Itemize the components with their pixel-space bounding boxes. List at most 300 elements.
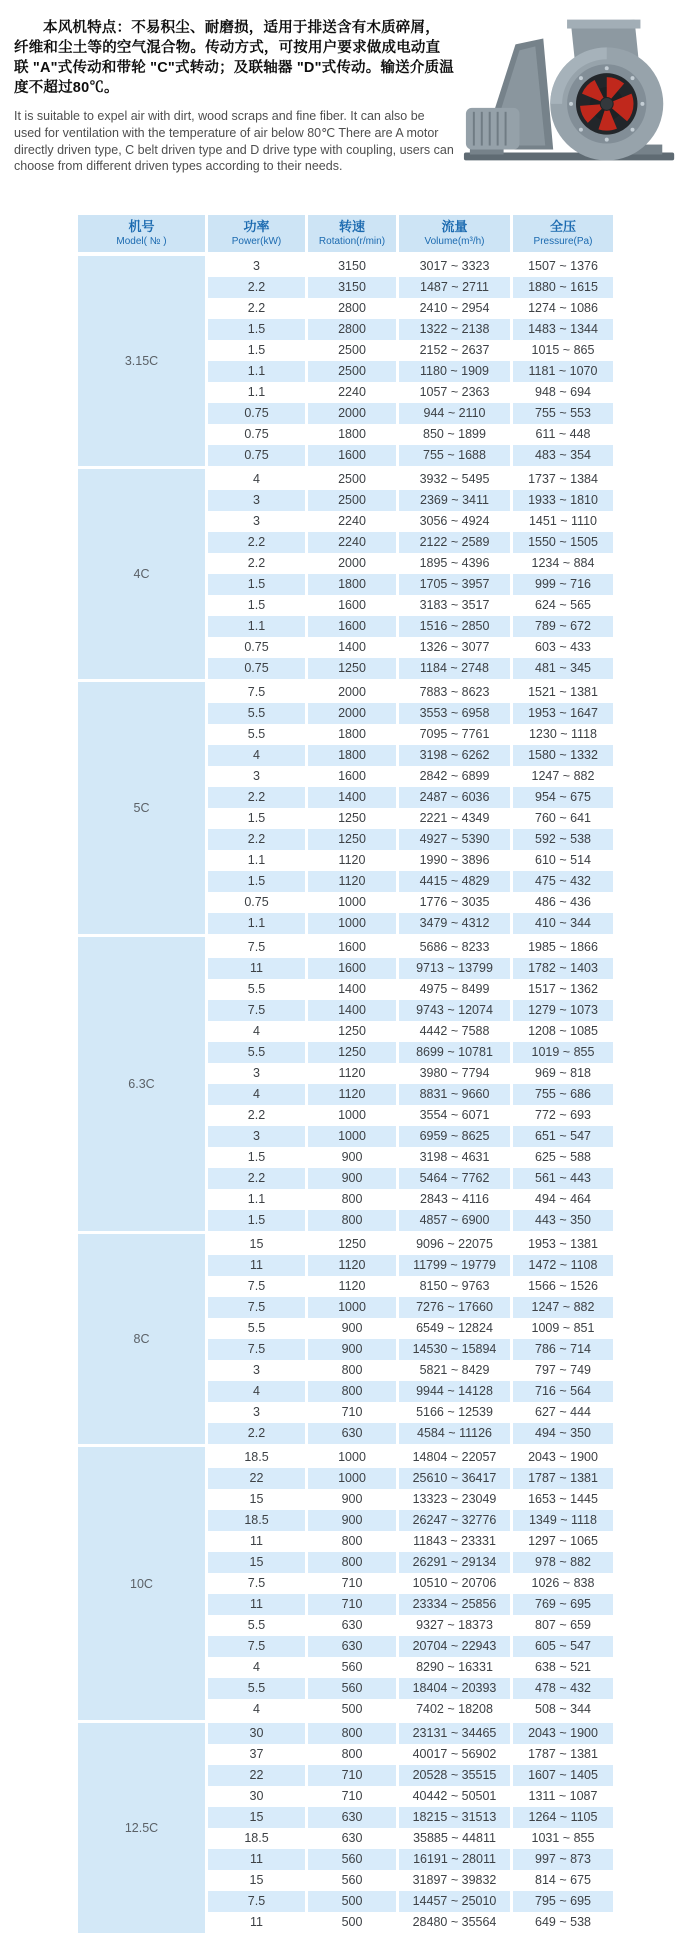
pressure-cell: 1009 ~ 851 (531, 1321, 595, 1335)
power-cell: 7.5 (247, 685, 266, 699)
table-row (208, 340, 613, 361)
volume-cell: 9713 ~ 13799 (399, 958, 510, 979)
rotation-cell: 1120 (308, 1084, 396, 1105)
volume-cell: 10510 ~ 20706 (412, 1576, 497, 1590)
table-row (208, 553, 613, 574)
intro-text-column (14, 10, 454, 180)
header-pressure (513, 215, 613, 252)
volume-cell: 1180 ~ 1909 (399, 361, 510, 382)
pressure-cell: 1607 ~ 1405 (513, 1765, 613, 1786)
table-row (208, 1318, 613, 1339)
table-row (208, 1723, 613, 1744)
power-cell: 7.5 (247, 1576, 266, 1590)
volume-cell: 40017 ~ 56902 (412, 1747, 497, 1761)
volume-cell: 23131 ~ 34465 (399, 1723, 510, 1744)
rotation-cell: 710 (341, 1789, 363, 1803)
volume-cell: 35885 ~ 44811 (413, 1831, 496, 1845)
pressure-cell: 807 ~ 659 (535, 1618, 591, 1632)
volume-cell: 7402 ~ 18208 (416, 1702, 493, 1716)
model-group-5C (78, 682, 613, 934)
power-cell: 7.5 (208, 1636, 305, 1657)
pressure-cell: 789 ~ 672 (513, 616, 613, 637)
header-model-cn: 机号 (128, 219, 155, 234)
pressure-cell: 1953 ~ 1381 (528, 1237, 598, 1251)
table-row (208, 1594, 613, 1615)
power-cell: 15 (208, 1552, 305, 1573)
pressure-cell: 716 ~ 564 (513, 1381, 613, 1402)
header-rotation-cn: 转速 (338, 219, 365, 234)
volume-cell: 8150 ~ 9763 (419, 1279, 490, 1293)
power-cell: 4 (208, 1084, 305, 1105)
rotation-cell: 630 (308, 1423, 396, 1444)
power-cell: 22 (208, 1468, 305, 1489)
model-label: 10C (78, 1447, 205, 1720)
pressure-cell: 443 ~ 350 (513, 1210, 613, 1231)
table-row (208, 277, 613, 298)
rotation-cell: 1400 (338, 982, 366, 996)
pressure-cell: 483 ~ 354 (513, 445, 613, 466)
volume-cell: 11799 ~ 19779 (399, 1255, 510, 1276)
rotation-cell: 900 (308, 1339, 396, 1360)
power-cell: 15 (249, 1492, 264, 1506)
pressure-cell: 481 ~ 345 (513, 658, 613, 679)
pressure-cell: 592 ~ 538 (513, 829, 613, 850)
header-power-en: Power(kW) (231, 236, 282, 247)
volume-cell: 4584 ~ 11126 (399, 1423, 510, 1444)
volume-cell: 25610 ~ 36417 (399, 1468, 510, 1489)
power-cell: 18.5 (244, 1450, 269, 1464)
table-row (208, 490, 613, 511)
volume-cell: 40442 ~ 50501 (412, 1789, 497, 1803)
volume-cell: 2487 ~ 6036 (399, 787, 510, 808)
rotation-cell: 560 (308, 1678, 396, 1699)
power-cell: 1.5 (247, 598, 266, 612)
volume-cell: 7883 ~ 8623 (419, 685, 490, 699)
model-group-4C (78, 469, 613, 679)
power-cell: 18.5 (244, 1831, 269, 1845)
volume-cell: 4927 ~ 5390 (399, 829, 510, 850)
table-row (208, 1126, 613, 1147)
volume-cell: 8699 ~ 10781 (399, 1042, 510, 1063)
table-row (208, 1468, 613, 1489)
pressure-cell: 999 ~ 716 (513, 574, 613, 595)
volume-cell: 9096 ~ 22075 (416, 1237, 493, 1251)
pressure-cell: 1026 ~ 838 (531, 1576, 595, 1590)
table-row (208, 829, 613, 850)
table-row (208, 511, 613, 532)
volume-cell: 1516 ~ 2850 (399, 616, 510, 637)
rotation-cell: 900 (341, 1321, 363, 1335)
rotation-cell: 1600 (338, 598, 366, 612)
rotation-cell: 2500 (308, 490, 396, 511)
volume-cell: 2122 ~ 2589 (399, 532, 510, 553)
rotation-cell: 800 (308, 1552, 396, 1573)
rotation-cell: 1400 (308, 787, 396, 808)
power-cell: 1.1 (208, 616, 305, 637)
table-row (208, 1255, 613, 1276)
power-cell: 2.2 (208, 1168, 305, 1189)
power-cell: 2.2 (208, 829, 305, 850)
volume-cell: 6959 ~ 8625 (399, 1126, 510, 1147)
power-cell: 1.1 (208, 361, 305, 382)
pressure-cell: 814 ~ 675 (535, 1873, 591, 1887)
table-row (208, 256, 613, 277)
pressure-cell: 1208 ~ 1085 (528, 1024, 598, 1038)
table-row (208, 298, 613, 319)
table-row (208, 616, 613, 637)
pressure-cell: 625 ~ 588 (535, 1150, 591, 1164)
table-row (208, 1210, 613, 1231)
rotation-cell: 2800 (338, 301, 366, 315)
group-rows (208, 256, 613, 466)
power-cell: 2.2 (247, 556, 266, 570)
table-row (208, 1423, 613, 1444)
intro-english-paragraph: It is suitable to expel air with dirt, wood scraps and fine fiber. It can also be used for ventilation with the temperature of air below 80℃ There are A motor directly driven type, C belt driven type and D drive type with coupling, users can choose from different driven types according to their needs. (14, 109, 454, 174)
pressure-cell: 627 ~ 444 (535, 1405, 591, 1419)
pressure-cell: 1653 ~ 1445 (528, 1492, 598, 1506)
table-row (208, 1807, 613, 1828)
volume-cell: 1326 ~ 3077 (419, 640, 490, 654)
table-row (208, 682, 613, 703)
rotation-cell: 1400 (308, 1000, 396, 1021)
table-row (208, 361, 613, 382)
volume-cell: 14530 ~ 15894 (399, 1339, 510, 1360)
pressure-cell: 1880 ~ 1615 (513, 277, 613, 298)
rotation-cell: 1120 (308, 871, 396, 892)
pressure-cell: 410 ~ 344 (513, 913, 613, 934)
volume-cell: 3980 ~ 7794 (419, 1066, 490, 1080)
power-cell: 5.5 (208, 703, 305, 724)
volume-cell: 8831 ~ 9660 (399, 1084, 510, 1105)
rotation-cell: 1120 (338, 1279, 366, 1293)
table-row (208, 1147, 613, 1168)
pressure-cell: 1230 ~ 1118 (528, 727, 597, 741)
pressure-cell: 508 ~ 344 (535, 1702, 591, 1716)
header-model (78, 215, 205, 252)
pressure-cell: 2043 ~ 1900 (513, 1723, 613, 1744)
header-pressure-en: Pressure(Pa) (533, 236, 593, 247)
pressure-cell: 969 ~ 818 (535, 1066, 591, 1080)
group-rows (208, 469, 613, 679)
volume-cell: 7095 ~ 7761 (419, 727, 490, 741)
rotation-cell: 630 (341, 1618, 363, 1632)
model-group-10C (78, 1447, 613, 1720)
rotation-cell: 1000 (308, 1297, 396, 1318)
pressure-cell: 486 ~ 436 (535, 895, 591, 909)
power-cell: 3 (253, 1066, 260, 1080)
power-cell: 2.2 (247, 1108, 266, 1122)
table-row (208, 532, 613, 553)
rotation-cell: 1000 (308, 1126, 396, 1147)
power-cell: 1.1 (247, 1192, 266, 1206)
power-cell: 1.1 (247, 853, 266, 867)
rotation-cell: 1800 (338, 727, 366, 741)
table-row (208, 1084, 613, 1105)
pressure-cell: 1521 ~ 1381 (528, 685, 598, 699)
pressure-cell: 2043 ~ 1900 (528, 1450, 598, 1464)
group-rows (208, 1234, 613, 1444)
volume-cell: 1990 ~ 3896 (419, 853, 490, 867)
pressure-cell: 1782 ~ 1403 (513, 958, 613, 979)
pressure-cell: 610 ~ 514 (535, 853, 591, 867)
header-rotation (308, 215, 396, 252)
spec-table (78, 215, 613, 1933)
pressure-cell: 795 ~ 695 (513, 1891, 613, 1912)
rotation-cell: 1400 (338, 640, 366, 654)
table-row (208, 1510, 613, 1531)
volume-cell: 18404 ~ 20393 (399, 1678, 510, 1699)
rotation-cell: 500 (341, 1915, 363, 1929)
pressure-cell: 755 ~ 553 (513, 403, 613, 424)
power-cell: 7.5 (208, 1891, 305, 1912)
rotation-cell: 900 (341, 1492, 363, 1506)
rotation-cell: 2800 (308, 319, 396, 340)
volume-cell: 7276 ~ 17660 (399, 1297, 510, 1318)
power-cell: 7.5 (208, 1339, 305, 1360)
volume-cell: 1705 ~ 3957 (399, 574, 510, 595)
table-row (208, 319, 613, 340)
table-row (208, 1615, 613, 1636)
power-cell: 3 (253, 1405, 260, 1419)
pressure-cell: 1019 ~ 855 (513, 1042, 613, 1063)
power-cell: 7.5 (247, 1279, 266, 1293)
table-row (208, 913, 613, 934)
power-cell: 5.5 (208, 1042, 305, 1063)
volume-cell: 1322 ~ 2138 (399, 319, 510, 340)
power-cell: 3 (253, 259, 260, 273)
table-row (208, 1552, 613, 1573)
power-cell: 7.5 (208, 1000, 305, 1021)
rotation-cell: 710 (341, 1576, 363, 1590)
pressure-cell: 978 ~ 882 (513, 1552, 613, 1573)
pressure-cell: 786 ~ 714 (513, 1339, 613, 1360)
table-row (208, 787, 613, 808)
table-row (208, 850, 613, 871)
rotation-cell: 1800 (308, 574, 396, 595)
pressure-cell: 1297 ~ 1065 (528, 1534, 598, 1548)
pressure-cell: 760 ~ 641 (535, 811, 591, 825)
rotation-cell: 1600 (308, 616, 396, 637)
rotation-cell: 800 (341, 1534, 363, 1548)
pressure-cell: 1507 ~ 1376 (528, 259, 598, 273)
power-cell: 18.5 (208, 1510, 305, 1531)
power-cell: 4 (208, 1381, 305, 1402)
power-cell: 1.5 (208, 574, 305, 595)
power-cell: 0.75 (208, 445, 305, 466)
rotation-cell: 2500 (338, 343, 366, 357)
pressure-cell: 997 ~ 873 (513, 1849, 613, 1870)
header-volume-en: Volume(m³/h) (424, 236, 485, 247)
group-rows (208, 937, 613, 1231)
table-row (208, 1381, 613, 1402)
pressure-cell: 638 ~ 521 (535, 1660, 591, 1674)
pressure-cell: 1247 ~ 882 (513, 1297, 613, 1318)
rotation-cell: 1000 (308, 1468, 396, 1489)
pressure-cell: 1953 ~ 1647 (513, 703, 613, 724)
rotation-cell: 1800 (308, 745, 396, 766)
pressure-cell: 954 ~ 675 (513, 787, 613, 808)
power-cell: 30 (249, 1789, 264, 1803)
table-row (208, 1891, 613, 1912)
table-row (208, 1657, 613, 1678)
model-group-3.15C (78, 256, 613, 466)
rotation-cell: 2240 (338, 385, 366, 399)
table-row (208, 1765, 613, 1786)
volume-cell: 4415 ~ 4829 (399, 871, 510, 892)
volume-cell: 16191 ~ 28011 (399, 1849, 510, 1870)
volume-cell: 3056 ~ 4924 (419, 514, 490, 528)
header-volume-cn: 流量 (441, 219, 468, 234)
rotation-cell: 1250 (338, 1237, 366, 1251)
rotation-cell: 500 (341, 1702, 363, 1716)
table-row (208, 979, 613, 1000)
pressure-cell: 1015 ~ 865 (531, 343, 595, 357)
power-cell: 1.5 (247, 343, 266, 357)
pressure-cell: 1737 ~ 1384 (528, 472, 598, 486)
pressure-cell: 1234 ~ 884 (531, 556, 595, 570)
rotation-cell: 2240 (308, 532, 396, 553)
table-row (208, 745, 613, 766)
fan-product-image (454, 10, 694, 180)
table-row (208, 1636, 613, 1657)
table-row (208, 469, 613, 490)
table-row (208, 1870, 613, 1891)
power-cell: 7.5 (247, 940, 266, 954)
table-row (208, 1573, 613, 1594)
group-rows (208, 1447, 613, 1720)
header-pressure-cn: 全压 (549, 219, 576, 234)
power-cell: 5.5 (247, 1321, 266, 1335)
pressure-cell: 478 ~ 432 (513, 1678, 613, 1699)
pressure-cell: 1787 ~ 1381 (513, 1468, 613, 1489)
table-row (208, 1828, 613, 1849)
power-cell: 3 (208, 1126, 305, 1147)
table-row (208, 574, 613, 595)
volume-cell: 3553 ~ 6958 (399, 703, 510, 724)
pressure-cell: 1517 ~ 1362 (528, 982, 598, 996)
table-row (208, 1189, 613, 1210)
model-label: 4C (78, 469, 205, 679)
power-cell: 0.75 (244, 895, 269, 909)
pressure-cell: 1787 ~ 1381 (528, 1747, 598, 1761)
rotation-cell: 3150 (338, 259, 366, 273)
volume-cell: 11843 ~ 23331 (413, 1534, 496, 1548)
pressure-cell: 1311 ~ 1087 (528, 1789, 598, 1803)
power-cell: 11 (208, 958, 305, 979)
volume-cell: 14457 ~ 25010 (399, 1891, 510, 1912)
power-cell: 4 (253, 1660, 260, 1674)
model-group-6.3C (78, 937, 613, 1231)
volume-cell: 5166 ~ 12539 (416, 1405, 493, 1419)
header-power-cn: 功率 (243, 219, 270, 234)
rotation-cell: 630 (308, 1636, 396, 1657)
pressure-cell: 1181 ~ 1070 (513, 361, 613, 382)
header-volume (399, 215, 510, 252)
table-row (208, 1402, 613, 1423)
rotation-cell: 1000 (338, 895, 366, 909)
pressure-cell: 603 ~ 433 (535, 640, 591, 654)
volume-cell: 2843 ~ 4116 (420, 1192, 489, 1206)
header-model-en: Model( № ) (116, 236, 167, 247)
power-cell: 2.2 (208, 787, 305, 808)
rotation-cell: 710 (341, 1405, 363, 1419)
volume-cell: 5686 ~ 8233 (419, 940, 490, 954)
table-row (208, 1744, 613, 1765)
rotation-cell: 2500 (338, 472, 366, 486)
table-row (208, 595, 613, 616)
rotation-cell: 560 (341, 1660, 363, 1674)
power-cell: 0.75 (208, 658, 305, 679)
pressure-cell: 1349 ~ 1118 (513, 1510, 613, 1531)
volume-cell: 6549 ~ 12824 (416, 1321, 493, 1335)
rotation-cell: 2500 (308, 361, 396, 382)
rotation-cell: 900 (308, 1510, 396, 1531)
rotation-cell: 800 (308, 1723, 396, 1744)
table-row (208, 1849, 613, 1870)
power-cell: 0.75 (208, 403, 305, 424)
volume-cell: 5821 ~ 8429 (419, 1363, 490, 1377)
table-row (208, 1105, 613, 1126)
rotation-cell: 900 (341, 1150, 363, 1164)
rotation-cell: 1120 (308, 1255, 396, 1276)
power-cell: 5.5 (247, 982, 266, 996)
volume-cell: 2221 ~ 4349 (419, 811, 490, 825)
pressure-cell: 1483 ~ 1344 (513, 319, 613, 340)
pressure-cell: 649 ~ 538 (535, 1915, 591, 1929)
group-rows (208, 682, 613, 934)
pressure-cell: 651 ~ 547 (513, 1126, 613, 1147)
volume-cell: 4442 ~ 7588 (419, 1024, 490, 1038)
intro-section (0, 0, 700, 180)
volume-cell: 9327 ~ 18373 (416, 1618, 493, 1632)
model-group-12.5C (78, 1723, 613, 1933)
power-cell: 1.1 (208, 913, 305, 934)
table-row (208, 1699, 613, 1720)
pressure-cell: 769 ~ 695 (513, 1594, 613, 1615)
volume-cell: 2369 ~ 3411 (399, 490, 510, 511)
table-row (208, 1168, 613, 1189)
rotation-cell: 630 (341, 1831, 363, 1845)
rotation-cell: 710 (308, 1594, 396, 1615)
rotation-cell: 1600 (308, 445, 396, 466)
model-group-8C (78, 1234, 613, 1444)
power-cell: 4 (253, 1024, 260, 1038)
volume-cell: 1487 ~ 2711 (399, 277, 510, 298)
power-cell: 1.5 (208, 319, 305, 340)
pressure-cell: 772 ~ 693 (535, 1108, 591, 1122)
rotation-cell: 1600 (308, 958, 396, 979)
volume-cell: 18215 ~ 31513 (399, 1807, 510, 1828)
power-cell: 11 (208, 1594, 305, 1615)
power-cell: 1.5 (247, 811, 266, 825)
header-power (208, 215, 305, 252)
rotation-cell: 1250 (308, 658, 396, 679)
rotation-cell: 1000 (338, 1108, 366, 1122)
model-label: 3.15C (78, 256, 205, 466)
power-cell: 11 (250, 1534, 263, 1548)
volume-cell: 5464 ~ 7762 (399, 1168, 510, 1189)
table-row (208, 1360, 613, 1381)
pressure-cell: 1550 ~ 1505 (513, 532, 613, 553)
pressure-cell: 1472 ~ 1108 (513, 1255, 613, 1276)
power-cell: 1.5 (208, 871, 305, 892)
table-header-row (78, 215, 613, 252)
rotation-cell: 710 (308, 1765, 396, 1786)
rotation-cell: 1600 (338, 769, 366, 783)
volume-cell: 23334 ~ 25856 (399, 1594, 510, 1615)
pressure-cell: 948 ~ 694 (535, 385, 591, 399)
table-row (208, 658, 613, 679)
